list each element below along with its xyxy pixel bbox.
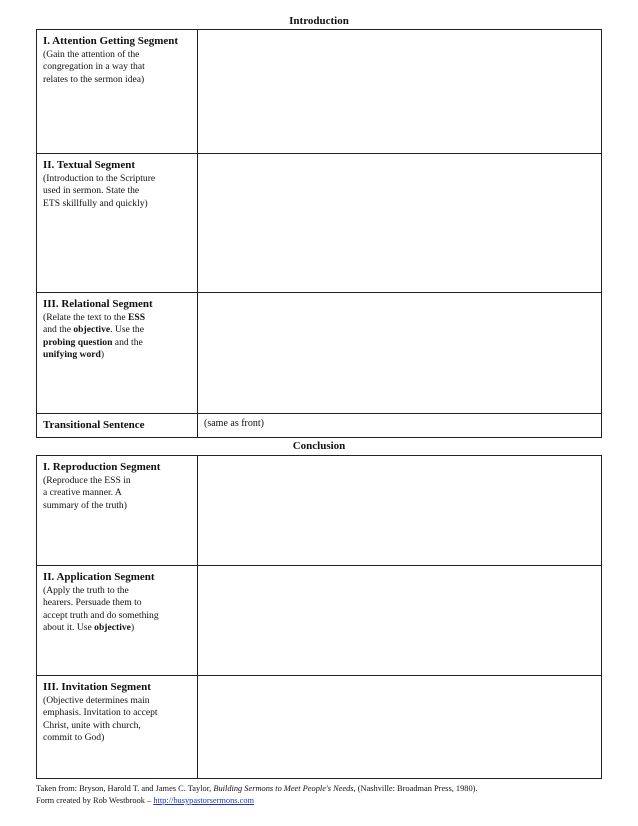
probing-question-term: probing question: [43, 336, 113, 348]
transitional-sentence-row: [37, 414, 602, 438]
attention-segment-answer-field[interactable]: [198, 30, 602, 154]
book-title: Building Sermons to Meet People's Needs: [213, 784, 354, 793]
reproduction-segment-answer-field[interactable]: [198, 456, 602, 566]
citation-prefix: Taken from: Bryson, Harold T. and James C. Taylor,: [36, 784, 214, 793]
footer: [36, 783, 626, 807]
desc-text: . Use the: [110, 324, 144, 336]
unifying-word-term: unifying word: [43, 348, 101, 360]
textual-segment-description: (Introduction to the Scripture used in sermon. State the ETS skillfully and quickly): [43, 173, 156, 209]
citation-line: [36, 783, 626, 795]
attention-segment-description: (Gain the attention of the congregation in a way that relates to the sermon idea): [43, 49, 145, 85]
application-segment-row: [37, 566, 602, 676]
desc-text: and the: [43, 324, 71, 336]
relational-segment-label: III. Relational Segment: [43, 298, 153, 310]
reproduction-segment-label-cell: [37, 456, 198, 566]
objective-term: objective: [94, 621, 131, 633]
desc-text: ): [100, 348, 105, 360]
invitation-segment-answer-field[interactable]: [198, 676, 602, 779]
textual-segment-row: [37, 154, 602, 293]
application-segment-answer-field[interactable]: [198, 566, 602, 676]
conclusion-table: [36, 455, 602, 779]
ess-term: ESS: [127, 312, 146, 323]
desc-text: and the: [114, 336, 143, 348]
attention-segment-label-cell: [37, 30, 198, 154]
application-segment-label: II. Application Segment: [43, 571, 155, 583]
transitional-sentence-label-cell: [37, 414, 198, 438]
relational-segment-row: [37, 293, 602, 414]
introduction-heading: Introduction: [289, 15, 349, 27]
reproduction-segment-row: [37, 456, 602, 566]
relational-segment-label-cell: [37, 293, 198, 414]
attention-segment-row: [37, 30, 602, 154]
credit-line: [36, 795, 626, 807]
introduction-table: [36, 29, 602, 438]
invitation-segment-label-cell: [37, 676, 198, 779]
citation-suffix: , (Nashville: Broadman Press, 1980).: [353, 784, 478, 793]
reproduction-segment-label: I. Reproduction Segment: [43, 461, 161, 473]
invitation-segment-row: [37, 676, 602, 779]
desc-text: (Apply the truth to the hearers. Persuade them to accept truth and do something about it. Use: [43, 585, 159, 633]
transitional-sentence-label: Transitional Sentence: [43, 419, 145, 431]
invitation-segment-description: (Objective determines main emphasis. Invitation to accept Christ, unite with church, commit to God): [43, 695, 158, 743]
application-segment-description: [43, 585, 191, 634]
relational-segment-description: [43, 312, 191, 361]
credit-prefix: Form created by Rob Westbrook –: [36, 796, 154, 805]
conclusion-heading: Conclusion: [292, 440, 346, 452]
textual-segment-label-cell: [37, 154, 198, 293]
objective-term: objective: [73, 324, 111, 336]
attention-segment-label: I. Attention Getting Segment: [43, 35, 179, 47]
website-link[interactable]: http://busypastorsermons.com: [153, 796, 255, 805]
application-segment-label-cell: [37, 566, 198, 676]
reproduction-segment-description: (Reproduce the ESS in a creative manner. A summary of the truth): [43, 475, 131, 511]
textual-segment-label: II. Textual Segment: [43, 159, 135, 171]
desc-text: (Relate the text to the: [43, 312, 128, 323]
textual-segment-answer-field[interactable]: [198, 154, 602, 293]
desc-text: ): [130, 621, 135, 633]
transitional-sentence-answer-field[interactable]: (same as front): [198, 414, 602, 438]
relational-segment-answer-field[interactable]: [198, 293, 602, 414]
invitation-segment-label: III. Invitation Segment: [43, 681, 151, 693]
